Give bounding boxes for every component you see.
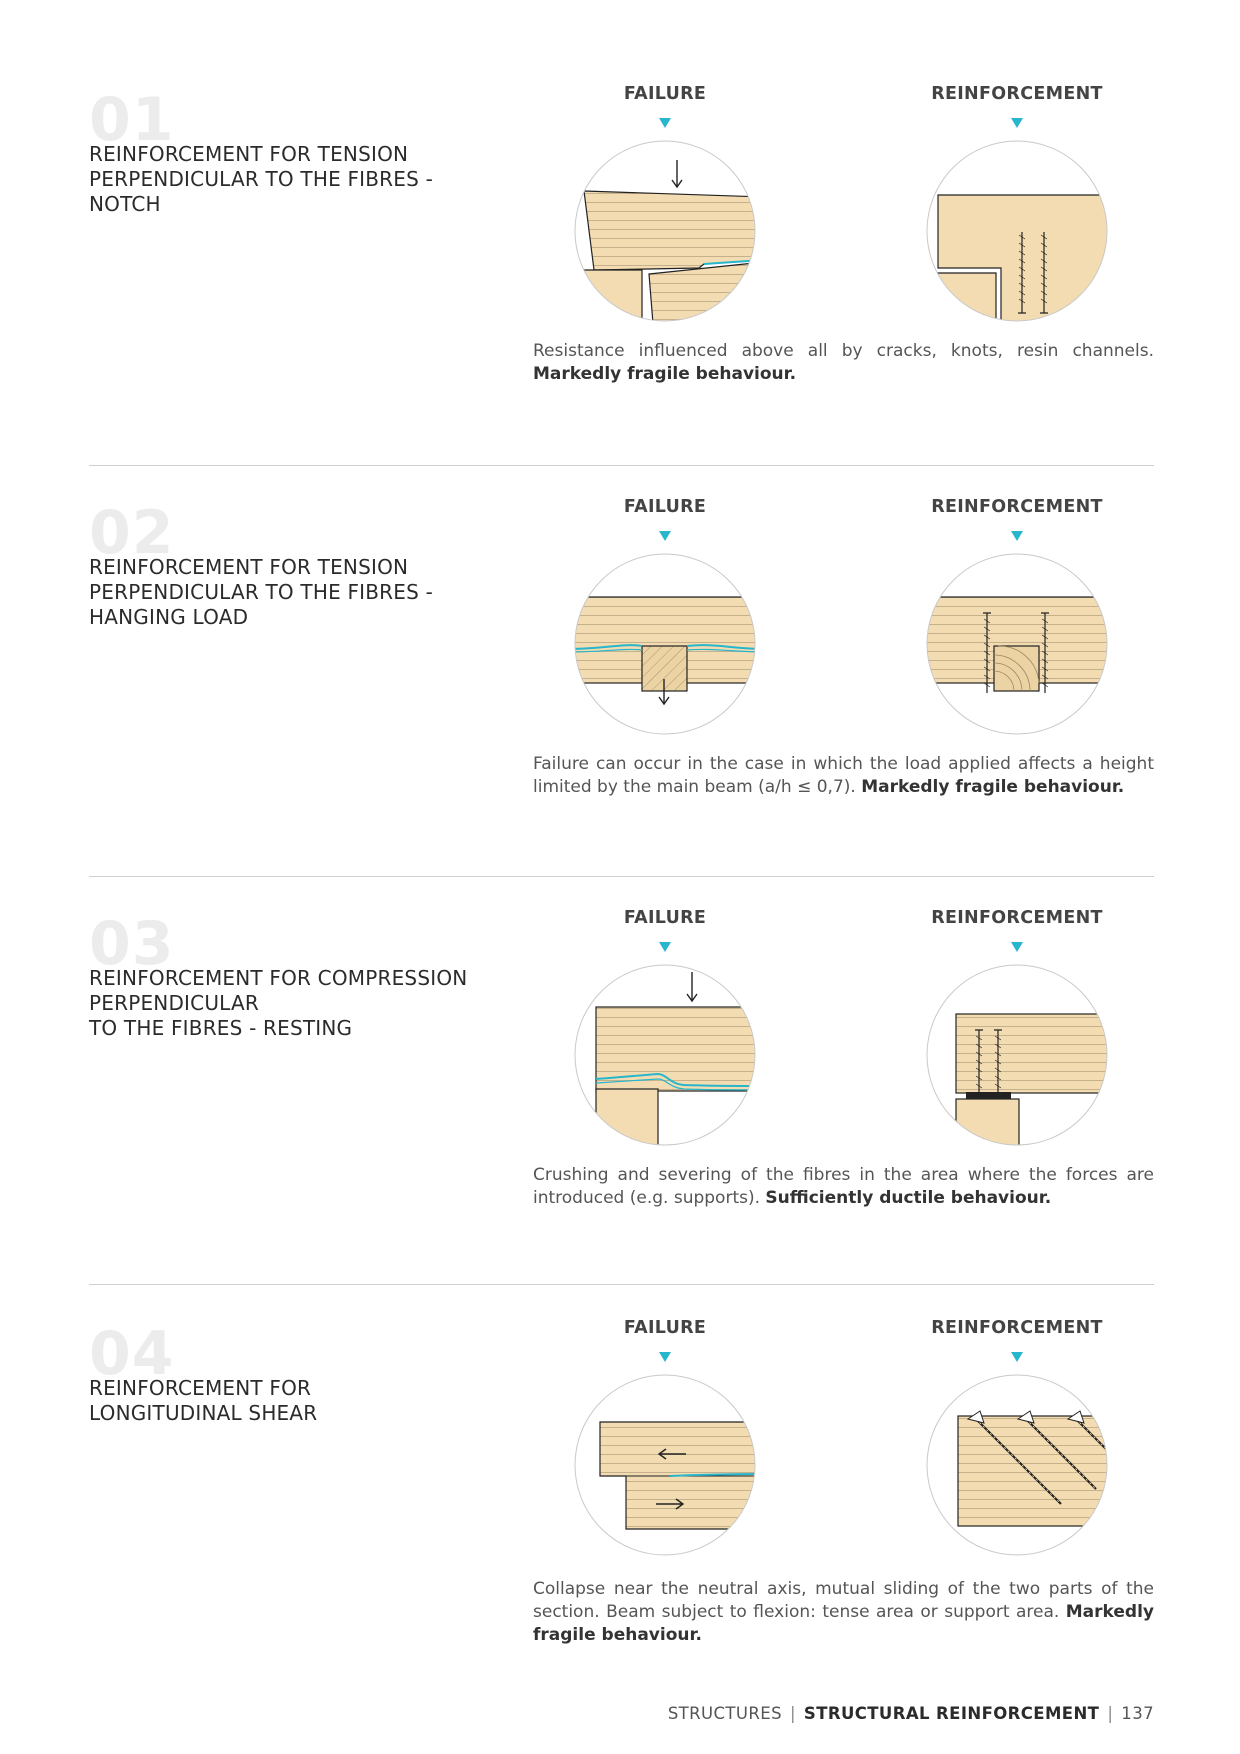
section-description bbox=[533, 1164, 1154, 1210]
title-line: REINFORCEMENT FOR COMPRESSION bbox=[89, 966, 468, 990]
page-number: 137 bbox=[1121, 1704, 1154, 1723]
failure-label: FAILURE bbox=[623, 84, 707, 104]
down-triangle-icon bbox=[1011, 1352, 1023, 1362]
reinforcement-diagram-longitudinal-shear bbox=[926, 1374, 1108, 1556]
failure-label: FAILURE bbox=[623, 1318, 707, 1338]
page-footer bbox=[668, 1704, 1154, 1723]
section-number: 04 bbox=[89, 1319, 175, 1389]
section-number: 01 bbox=[89, 85, 175, 155]
desc-text: Failure can occur in the case in which the load applied affects a height limited by the main beam (a/h ≤ 0,7). bbox=[533, 754, 1154, 797]
section-02 bbox=[0, 497, 1240, 897]
reinforcement-diagram-resting bbox=[926, 964, 1108, 1146]
reinforcement-label: REINFORCEMENT bbox=[931, 908, 1103, 928]
desc-text: Resistance influenced above all by cracks, knots, resin channels. bbox=[533, 341, 1154, 361]
section-divider bbox=[89, 876, 1154, 877]
title-line: PERPENDICULAR bbox=[89, 991, 259, 1015]
down-triangle-icon bbox=[659, 118, 671, 128]
reinforcement-label: REINFORCEMENT bbox=[931, 84, 1103, 104]
section-number: 03 bbox=[89, 909, 175, 979]
desc-bold: Markedly fragile behaviour. bbox=[533, 364, 797, 384]
section-divider bbox=[89, 1284, 1154, 1285]
section-01 bbox=[0, 84, 1240, 484]
failure-diagram-hanging-load bbox=[574, 553, 756, 735]
title-line: PERPENDICULAR TO THE FIBRES - bbox=[89, 167, 433, 191]
section-title bbox=[89, 966, 509, 1041]
section-title bbox=[89, 555, 509, 630]
down-triangle-icon bbox=[1011, 118, 1023, 128]
section-04 bbox=[0, 1318, 1240, 1718]
footer-title: STRUCTURAL REINFORCEMENT bbox=[803, 1704, 1100, 1723]
footer-separator: | bbox=[1107, 1704, 1114, 1723]
reinforcement-diagram-notch bbox=[926, 140, 1108, 322]
down-triangle-icon bbox=[659, 1352, 671, 1362]
title-line: TO THE FIBRES - RESTING bbox=[89, 1016, 353, 1040]
reinforcement-label: REINFORCEMENT bbox=[931, 497, 1103, 517]
reinforcement-diagram-hanging-load bbox=[926, 553, 1108, 735]
reinforcement-label: REINFORCEMENT bbox=[931, 1318, 1103, 1338]
failure-diagram-resting bbox=[574, 964, 756, 1146]
section-description bbox=[533, 340, 1154, 386]
desc-text: Crushing and severing of the fibres in the area where the forces are introduced (e.g. supports). bbox=[533, 1165, 1154, 1208]
down-triangle-icon bbox=[659, 942, 671, 952]
section-description bbox=[533, 1578, 1154, 1647]
section-number: 02 bbox=[89, 498, 175, 568]
desc-text: Collapse near the neutral axis, mutual sliding of the two parts of the section. Beam subject to flexion: tense area or support area. bbox=[533, 1579, 1154, 1622]
failure-diagram-longitudinal-shear bbox=[574, 1374, 756, 1556]
section-03 bbox=[0, 908, 1240, 1308]
desc-bold: Markedly fragile behaviour. bbox=[533, 1602, 1154, 1645]
failure-label: FAILURE bbox=[623, 497, 707, 517]
down-triangle-icon bbox=[659, 531, 671, 541]
title-line: NOTCH bbox=[89, 192, 161, 216]
down-triangle-icon bbox=[1011, 531, 1023, 541]
desc-bold: Markedly fragile behaviour. bbox=[861, 777, 1125, 797]
section-title bbox=[89, 1376, 509, 1426]
title-line: PERPENDICULAR TO THE FIBRES - bbox=[89, 580, 433, 604]
section-description bbox=[533, 753, 1154, 799]
footer-separator: | bbox=[789, 1704, 796, 1723]
title-line: REINFORCEMENT FOR TENSION bbox=[89, 142, 409, 166]
title-line: REINFORCEMENT FOR bbox=[89, 1376, 312, 1400]
section-title bbox=[89, 142, 509, 217]
desc-bold: Sufficiently ductile behaviour. bbox=[765, 1188, 1052, 1208]
title-line: LONGITUDINAL SHEAR bbox=[89, 1401, 318, 1425]
failure-label: FAILURE bbox=[623, 908, 707, 928]
footer-section: STRUCTURES bbox=[667, 1704, 782, 1723]
failure-diagram-notch bbox=[574, 140, 756, 322]
down-triangle-icon bbox=[1011, 942, 1023, 952]
section-divider bbox=[89, 465, 1154, 466]
title-line: REINFORCEMENT FOR TENSION bbox=[89, 555, 409, 579]
title-line: HANGING LOAD bbox=[89, 605, 249, 629]
